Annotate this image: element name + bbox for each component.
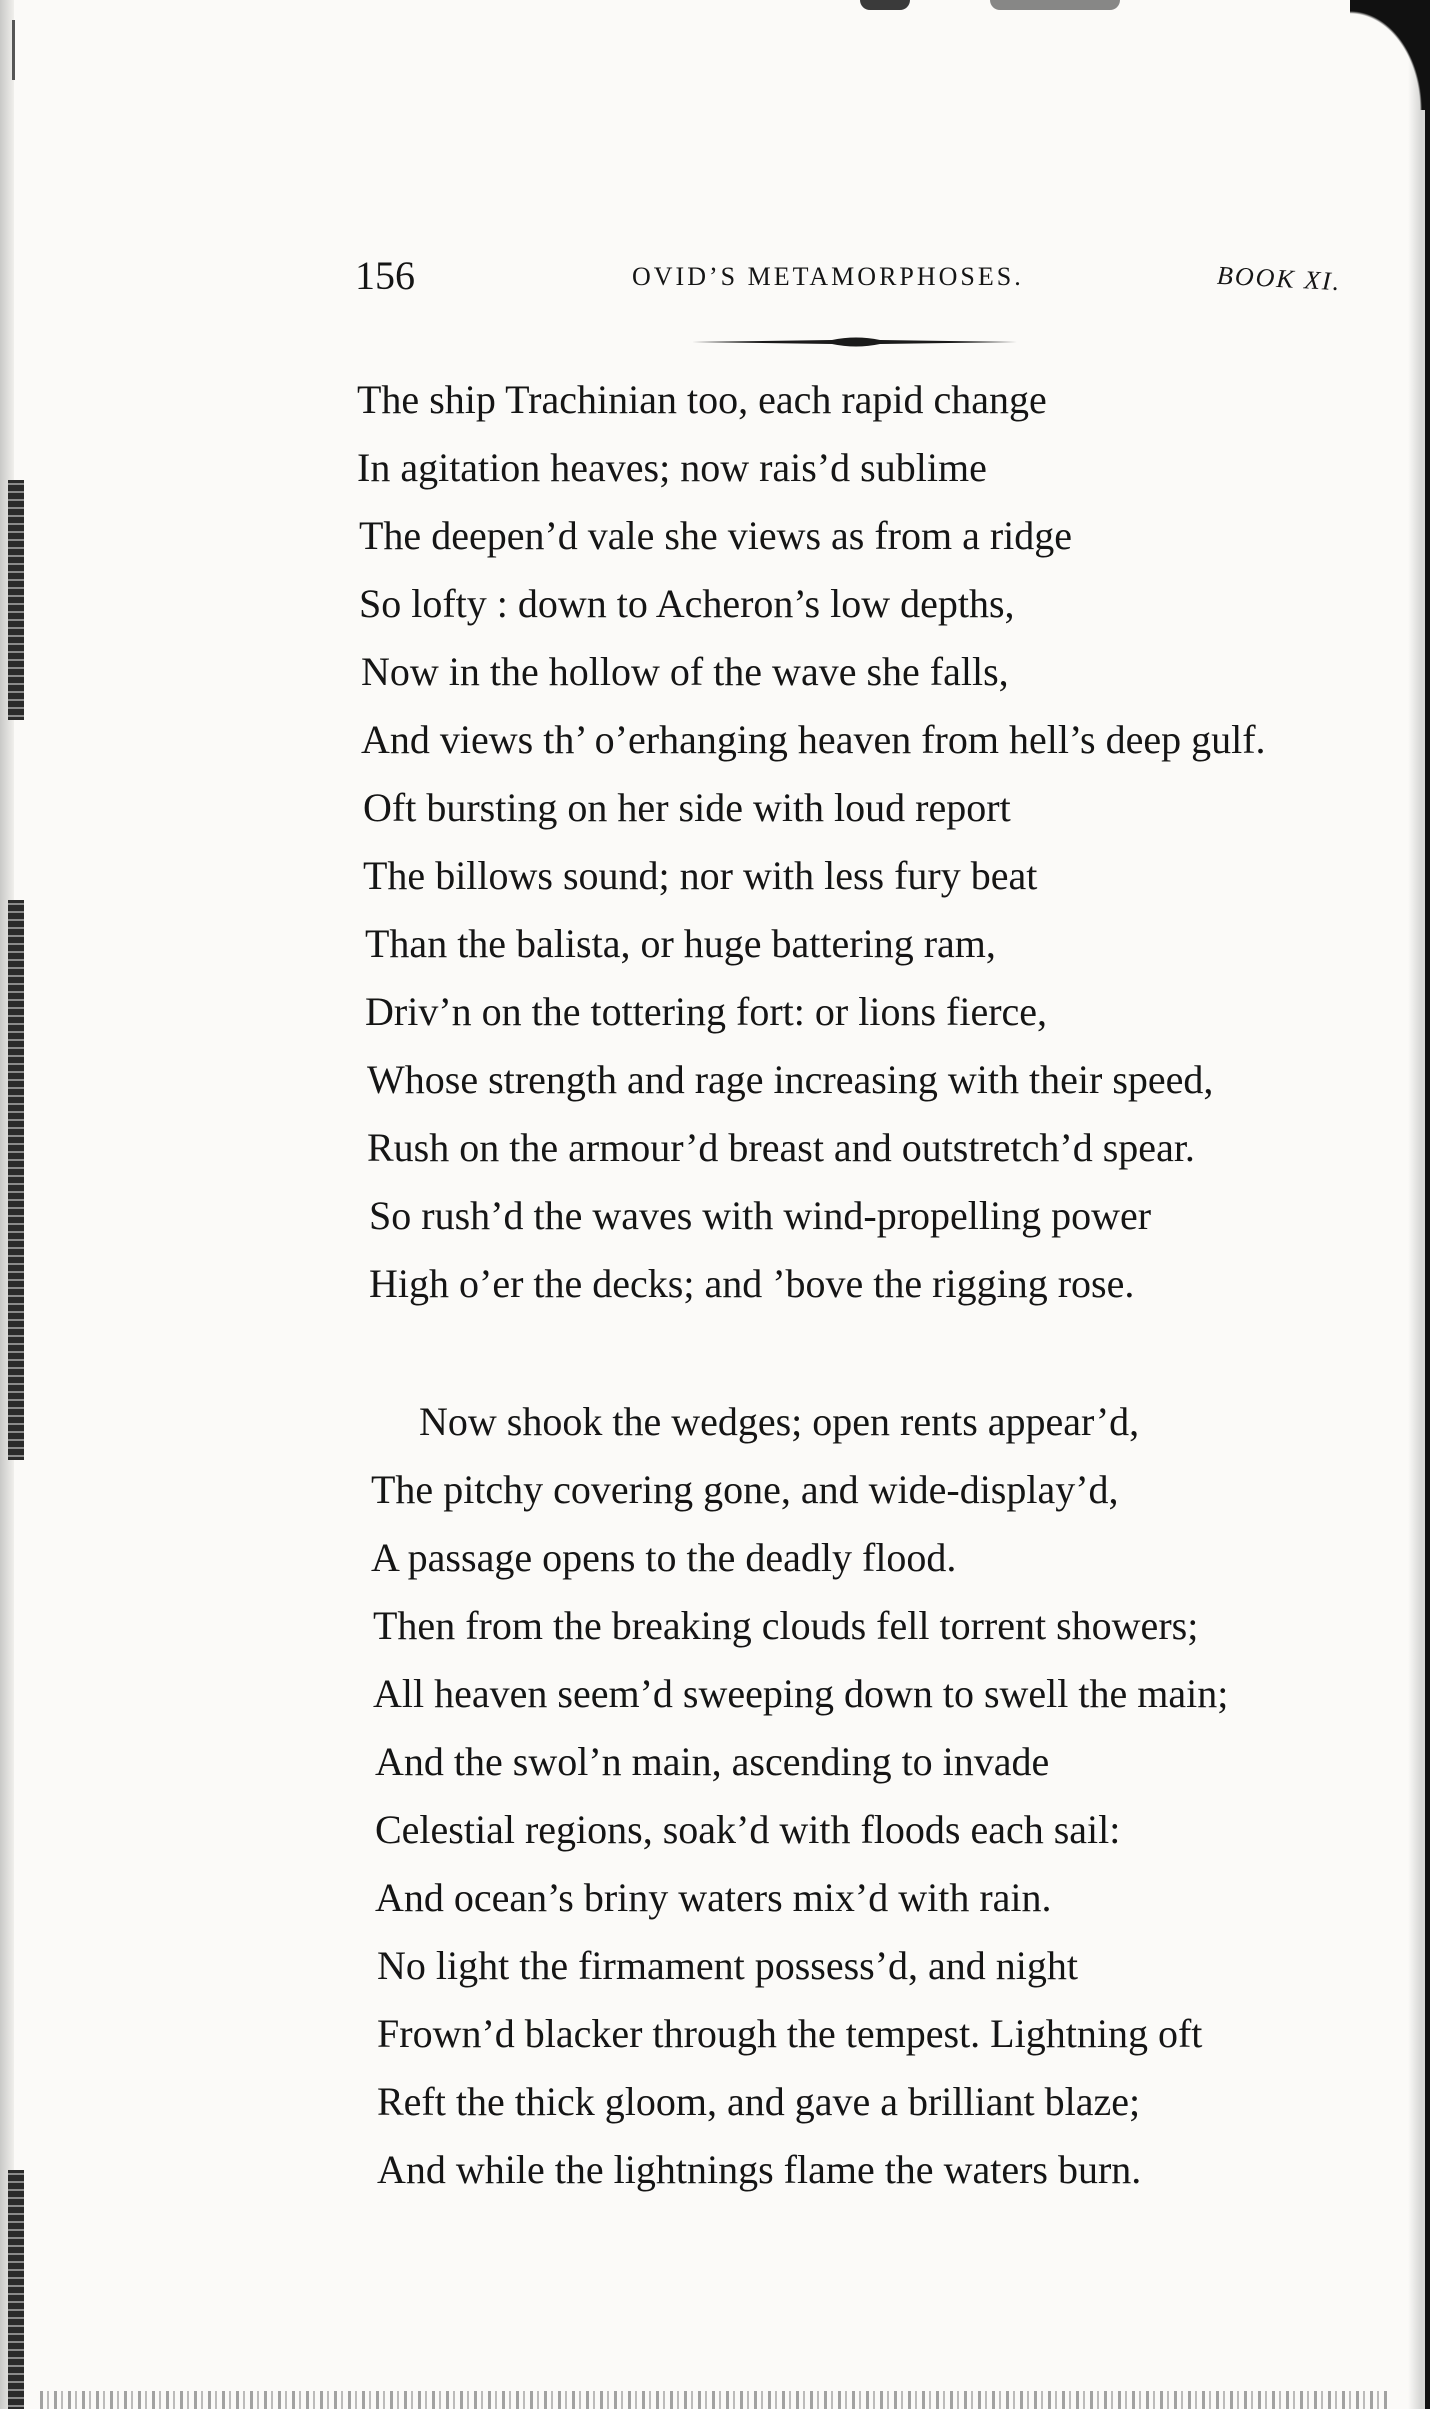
verse-line: Oft bursting on her side with loud report xyxy=(363,785,1011,830)
verse-line: Whose strength and rage increasing with their speed, xyxy=(367,1057,1214,1102)
verse-line: Than the balista, or huge battering ram, xyxy=(365,921,996,966)
verse-line: A passage opens to the deadly flood. xyxy=(371,1535,957,1580)
verse-line: Now in the hollow of the wave she falls, xyxy=(361,649,1009,694)
verse-line: So lofty : down to Acheron’s low depths, xyxy=(359,581,1015,626)
verse-line: And ocean’s briny waters mix’d with rain. xyxy=(375,1875,1052,1920)
verse-line: Reft the thick gloom, and gave a brilliant blaze; xyxy=(377,2079,1141,2124)
left-margin-rule xyxy=(12,20,15,80)
verse-line: And views th’ o’erhanging heaven from hell’s deep gulf. xyxy=(361,717,1266,762)
verse-line: The deepen’d vale she views as from a ridge xyxy=(359,513,1073,558)
verse-line: High o’er the decks; and ’bove the rigging rose. xyxy=(369,1261,1135,1306)
top-edge-smudge xyxy=(860,0,910,10)
book-label: BOOK XI. xyxy=(1216,260,1343,297)
verse-line: Now shook the wedges; open rents appear’d, xyxy=(419,1399,1140,1444)
binding-shadow-mark xyxy=(8,900,24,1460)
top-edge-smudge xyxy=(990,0,1120,10)
verse-line: No light the firmament possess’d, and night xyxy=(377,1943,1079,1988)
page-corner-curl xyxy=(1350,0,1430,110)
page-bottom-edge xyxy=(40,2391,1390,2409)
verse-line: The pitchy covering gone, and wide-display’d, xyxy=(371,1467,1119,1512)
page-number: 156 xyxy=(355,253,415,298)
running-head xyxy=(355,252,1355,302)
page-right-edge xyxy=(1408,0,1430,2409)
binding-shadow-mark xyxy=(8,480,24,720)
verse-line: Rush on the armour’d breast and outstretch’d spear. xyxy=(367,1125,1195,1170)
verse-line: So rush’d the waves with wind-propelling power xyxy=(369,1193,1152,1238)
verse-line: Celestial regions, soak’d with floods each sail: xyxy=(375,1807,1121,1852)
verse-line: Frown’d blacker through the tempest. Lightning oft xyxy=(377,2011,1203,2056)
verse-line: Driv’n on the tottering fort: or lions fierce, xyxy=(365,989,1048,1034)
ornamental-rule xyxy=(692,336,1020,340)
verse-line: And while the lightnings flame the waters burn. xyxy=(377,2147,1142,2192)
verse-line: The billows sound; nor with less fury beat xyxy=(363,853,1038,898)
verse-line: And the swol’n main, ascending to invade xyxy=(375,1739,1050,1784)
verse-line: Then from the breaking clouds fell torrent showers; xyxy=(373,1603,1199,1648)
running-title: OVID’S METAMORPHOSES. xyxy=(632,262,1024,291)
binding-shadow-mark xyxy=(8,2170,24,2409)
verse-line: In agitation heaves; now rais’d sublime xyxy=(357,445,987,490)
verse-line: All heaven seem’d sweeping down to swell the main; xyxy=(373,1671,1229,1716)
verse-line: The ship Trachinian too, each rapid change xyxy=(357,377,1047,422)
